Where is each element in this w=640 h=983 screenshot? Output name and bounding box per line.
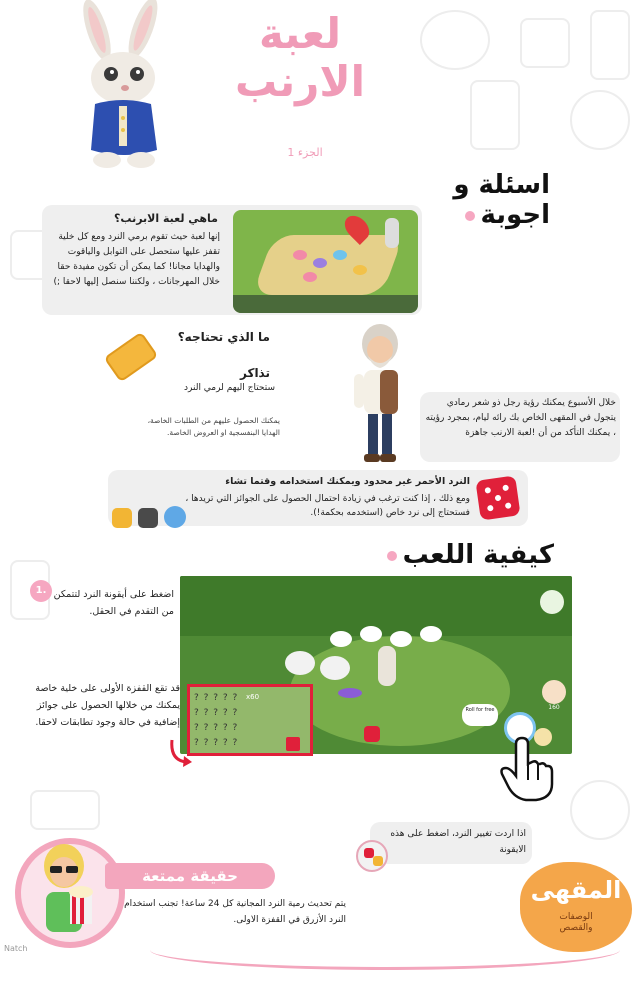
ticket-title: تذاكر bbox=[240, 366, 270, 380]
old-man-mini bbox=[385, 218, 399, 248]
gem-tile bbox=[320, 656, 350, 680]
what-is-answer: إنها لعبة حيث تقوم برمي النرد ومع كل خلية تقفز عليها ستحصل على التوابل والياقوت والهدايا مجانا! كما يمكن أن تكون مفيدة حقا خلال المهرجانات ، ولكننا سنصل إليها لاحقا ;) bbox=[53, 232, 220, 287]
red-arrow-icon bbox=[168, 738, 194, 768]
cafe-logo bbox=[520, 862, 632, 952]
board-tile bbox=[293, 250, 307, 260]
rabbit-character bbox=[45, 0, 185, 170]
watermark: Natch bbox=[4, 944, 28, 953]
blue-die-icon bbox=[164, 506, 186, 528]
step-number: 1. bbox=[35, 585, 47, 596]
red-die-title: النرد الأحمر غير محدود ويمكنك استخدامه وقتما تشاء bbox=[225, 476, 470, 487]
gem-tile bbox=[330, 631, 352, 647]
reward-count: 160 bbox=[548, 704, 560, 711]
bg-decoration bbox=[590, 10, 630, 80]
bg-decoration bbox=[570, 780, 630, 840]
change-die-icon bbox=[356, 840, 388, 872]
logo-subtitle bbox=[520, 912, 632, 934]
board-path bbox=[252, 235, 404, 295]
page-title bbox=[230, 10, 370, 106]
red-die-small bbox=[364, 726, 380, 742]
purple-tile bbox=[338, 688, 362, 698]
bullet-dot-icon bbox=[465, 211, 475, 221]
board-tile bbox=[333, 250, 347, 260]
section-heading-qa-text: اسئلة و اجوبة bbox=[453, 170, 550, 230]
side-reward-icon bbox=[542, 680, 566, 704]
step1-text: اضغط على أيقونة النرد لتتمكن من التقدم في الحقل. bbox=[53, 589, 174, 617]
board-tile bbox=[313, 258, 327, 268]
gem-count: x60 bbox=[246, 693, 260, 701]
hand-pointer-icon bbox=[498, 736, 554, 802]
ticket-subtitle: ستحتاج اليهم لرمي النرد bbox=[184, 383, 275, 393]
title-line-1: لعبة bbox=[258, 9, 342, 58]
bullet-dot-icon bbox=[387, 551, 397, 561]
rabbit-token bbox=[378, 646, 396, 686]
bg-decoration bbox=[420, 10, 490, 70]
board-tile bbox=[353, 265, 367, 275]
board-tile bbox=[303, 272, 317, 282]
jungle-path bbox=[290, 636, 510, 746]
fun-fact-text: يتم تحديث رمية النرد المجانية كل 24 ساعة! تجنب استخدام النرد الأزرق في القفزة الاولى. bbox=[124, 899, 346, 925]
step-number-badge bbox=[30, 580, 52, 602]
title-line-2: الارنب bbox=[234, 57, 366, 106]
gem-tile bbox=[285, 651, 315, 675]
logo-name: المقهى bbox=[530, 876, 622, 904]
red-die-text: ومع ذلك ، إذا كنت ترغب في زيادة احتمال الحصول على الجوائز التي تريدها ، فستحتاج إلى نرد خاص (استخدمه بحكمة!). bbox=[185, 494, 470, 518]
board-game-screenshot bbox=[233, 210, 418, 313]
what-need-question: ما الذي تحتاجه؟ bbox=[177, 330, 270, 344]
change-die-text: اذا اردت تغيير النرد، اضغط على هذه الايقونة bbox=[390, 829, 526, 855]
bg-decoration bbox=[520, 18, 570, 68]
side-reward-icon bbox=[540, 590, 564, 614]
old-man-character bbox=[340, 322, 420, 464]
mystery-cells: ? ? ? ? ? ? ? ? ? ? ? ? ? ? ? ? ? ? ? ? bbox=[194, 693, 239, 748]
black-die-icon bbox=[138, 508, 158, 528]
speech-bubble-text: Roll for free bbox=[465, 707, 495, 713]
gold-die-icon bbox=[112, 508, 132, 528]
gem-tile bbox=[360, 626, 382, 642]
old-man-text: خلال الأسبوع يمكنك رؤية رجل ذو شعر رمادي يتجول في المقهى الخاص بك رائه ليام، بمجرد رؤيته ، يمكنك التأكد من أن !لعبة الارنب جاهزة bbox=[425, 398, 616, 438]
speech-bubble bbox=[462, 704, 498, 726]
gem-tile bbox=[390, 631, 412, 647]
red-die-icon bbox=[475, 475, 520, 520]
fun-fact-title: حقيقة ممتعة bbox=[105, 863, 275, 889]
bg-decoration bbox=[570, 90, 630, 150]
ticket-note: يمكنك الحصول عليهم من الطلبات الخاصة، الهدايا البنفسجية او العروض الخاصة. bbox=[147, 416, 280, 437]
gem-tile bbox=[420, 626, 442, 642]
logo-sub-1: الوصفات bbox=[559, 912, 593, 922]
first-jump-highlight bbox=[187, 684, 313, 756]
section-heading-play-text: كيفية اللعب bbox=[402, 540, 554, 570]
what-is-question: ماهي لعبة الابرنب؟ bbox=[114, 212, 218, 225]
first-jump-text: قد تقع القفزة الأولى على خلية خاصة يمكنك من خلالها الحصول على جوائز إضافية في حالة وجود تطابقات لاحقا. bbox=[35, 683, 180, 728]
gift-icon bbox=[286, 737, 300, 751]
logo-sub-2: والقصص bbox=[559, 923, 593, 933]
title-part-label: الجزء 1 bbox=[287, 146, 323, 159]
board-fence bbox=[233, 295, 418, 313]
section-heading-play bbox=[374, 540, 554, 570]
bg-decoration bbox=[30, 790, 100, 830]
bg-decoration bbox=[470, 80, 520, 150]
moviegoer-character bbox=[30, 842, 100, 942]
